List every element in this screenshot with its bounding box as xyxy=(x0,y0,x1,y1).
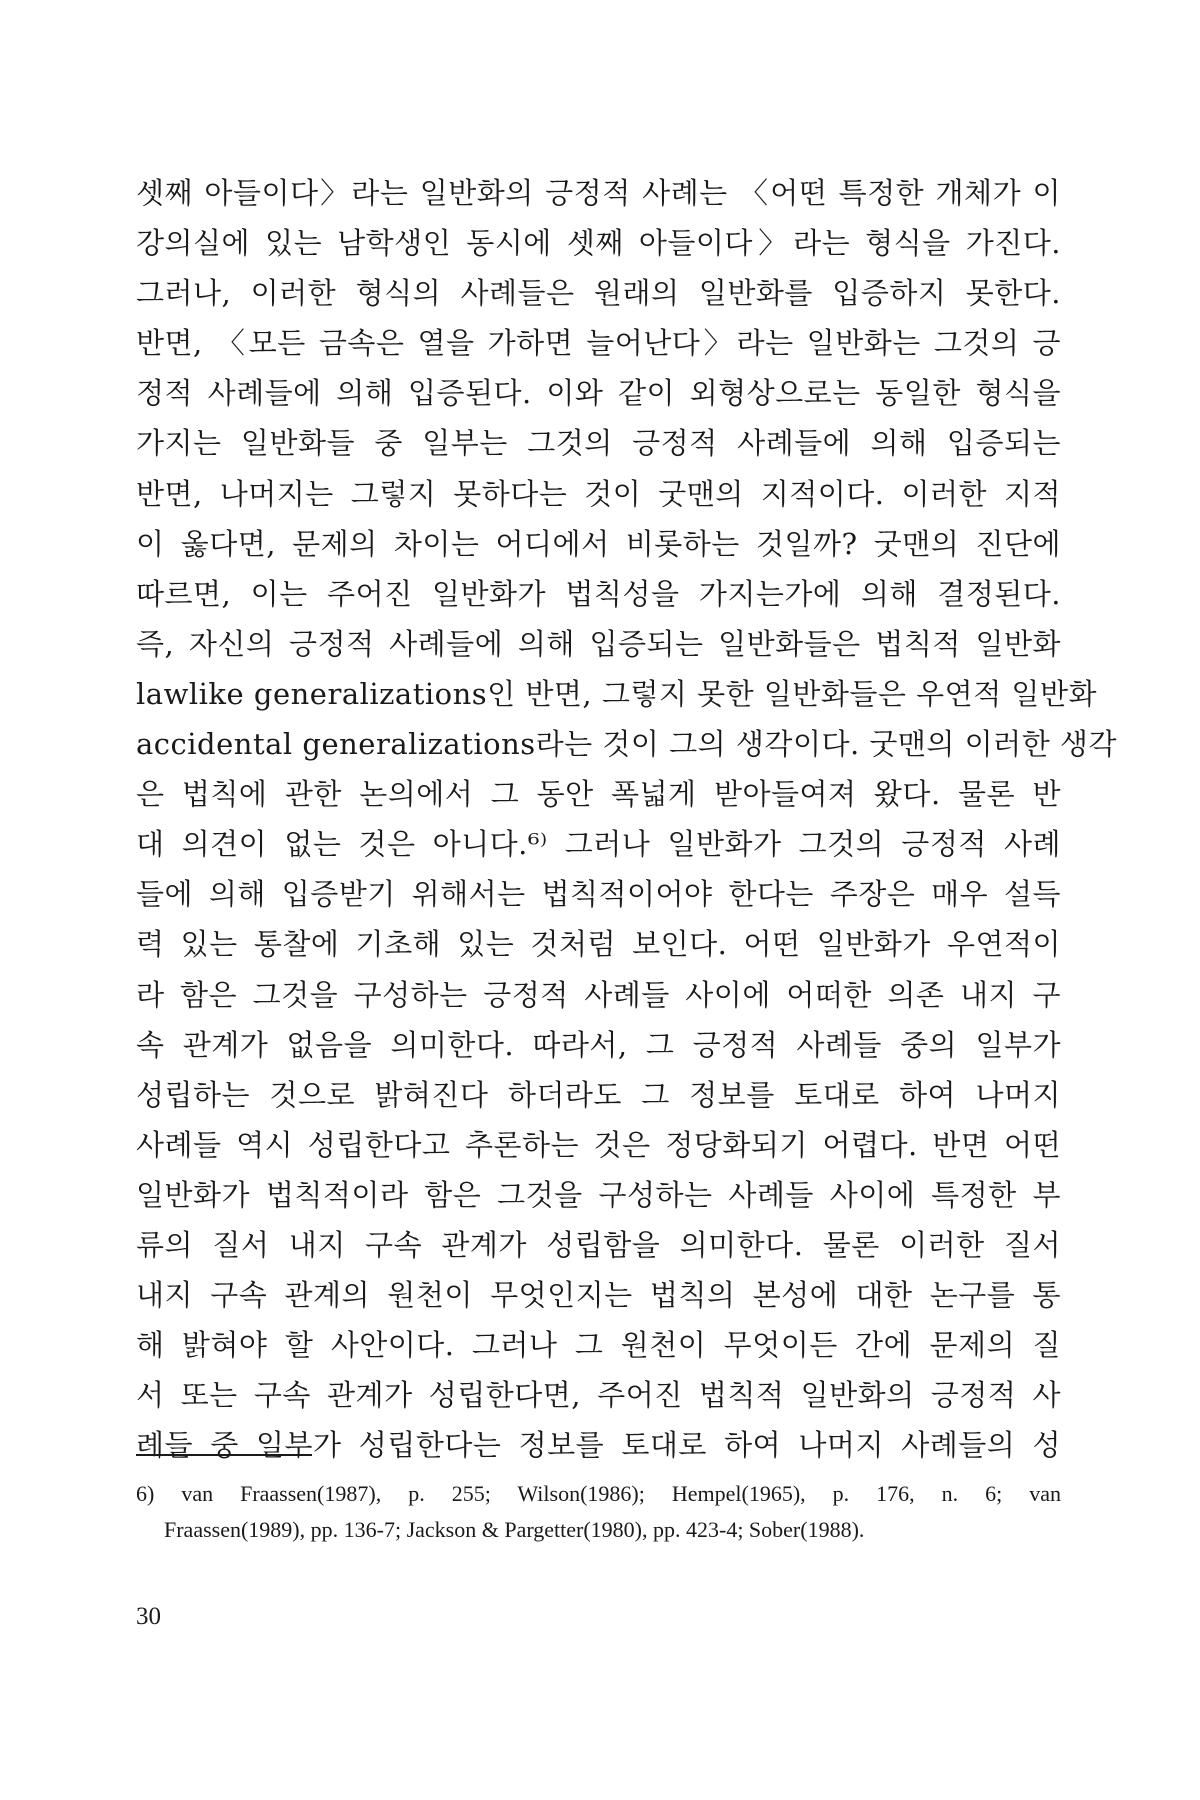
footnote-line: Fraassen(1989), pp. 136-7; Jackson & Pargetter(1980), pp. 423-4; Sober(1988). xyxy=(164,1517,865,1542)
body-line: 강의실에 있는 남학생인 동시에 셋째 아들이다〉라는 형식을 가진다. xyxy=(136,226,1061,261)
body-line: 류의 질서 내지 구속 관계가 성립함을 의미한다. 물론 이러한 질서 xyxy=(136,1227,1061,1262)
body-line: 반면, 〈모든 금속은 열을 가하면 늘어난다〉라는 일반화는 그것의 긍 xyxy=(136,326,1061,361)
body-line: 사례들 역시 성립한다고 추론하는 것은 정당화되기 어렵다. 반면 어떤 xyxy=(136,1127,1061,1162)
page-number: 30 xyxy=(136,1603,161,1630)
body-line: 대 의견이 없는 것은 아니다.⁶⁾ 그러나 일반화가 그것의 긍정적 사례 xyxy=(136,827,1061,862)
footnote-line: 6) van Fraassen(1987), p. 255; Wilson(1986); Hempel(1965), p. 176, n. 6; van xyxy=(136,1481,1061,1506)
body-paragraph xyxy=(136,168,1117,1470)
body-line: 이 옳다면, 문제의 차이는 어디에서 비롯하는 것일까? 굿맨의 진단에 xyxy=(136,526,1061,561)
body-line: 력 있는 통찰에 기초해 있는 것처럼 보인다. 어떤 일반화가 우연적이 xyxy=(136,927,1061,962)
body-line: 성립하는 것으로 밝혀진다 하더라도 그 정보를 토대로 하여 나머지 xyxy=(136,1077,1061,1112)
body-line: 정적 사례들에 의해 입증된다. 이와 같이 외형상으로는 동일한 형식을 xyxy=(136,376,1061,411)
body-line: 일반화가 법칙적이라 함은 그것을 구성하는 사례들 사이에 특정한 부 xyxy=(136,1177,1061,1212)
footnote-divider xyxy=(136,1454,312,1456)
body-line: 례들 중 일부가 성립한다는 정보를 토대로 하여 나머지 사례들의 성 xyxy=(136,1428,1061,1463)
body-line: 그러나, 이러한 형식의 사례들은 원래의 일반화를 입증하지 못한다. xyxy=(136,276,1061,311)
body-line: lawlike generalizations인 반면, 그렇지 못한 일반화들은 우연적 일반화 xyxy=(136,676,1097,711)
body-line: 서 또는 구속 관계가 성립한다면, 주어진 법칙적 일반화의 긍정적 사 xyxy=(136,1378,1061,1413)
body-line: 따르면, 이는 주어진 일반화가 법칙성을 가지는가에 의해 결정된다. xyxy=(136,576,1061,611)
body-line: accidental generalizations라는 것이 그의 생각이다. 굿맨의 이러한 생각 xyxy=(136,727,1117,762)
body-line: 내지 구속 관계의 원천이 무엇인지는 법칙의 본성에 대한 논구를 통 xyxy=(136,1278,1061,1313)
body-line: 들에 의해 입증받기 위해서는 법칙적이어야 한다는 주장은 매우 설득 xyxy=(136,877,1061,912)
body-line: 즉, 자신의 긍정적 사례들에 의해 입증되는 일반화들은 법칙적 일반화 xyxy=(136,626,1061,661)
body-line: 가지는 일반화들 중 일부는 그것의 긍정적 사례들에 의해 입증되는 xyxy=(136,426,1061,461)
body-line: 라 함은 그것을 구성하는 긍정적 사례들 사이에 어떠한 의존 내지 구 xyxy=(136,977,1061,1012)
body-line: 속 관계가 없음을 의미한다. 따라서, 그 긍정적 사례들 중의 일부가 xyxy=(136,1027,1061,1062)
body-line: 해 밝혀야 할 사안이다. 그러나 그 원천이 무엇이든 간에 문제의 질 xyxy=(136,1328,1061,1363)
footnote-block xyxy=(136,1476,1061,1548)
body-line: 반면, 나머지는 그렇지 못하다는 것이 굿맨의 지적이다. 이러한 지적 xyxy=(136,476,1061,511)
body-line: 셋째 아들이다〉라는 일반화의 긍정적 사례는 〈어떤 특정한 개체가 이 xyxy=(136,176,1061,210)
body-line: 은 법칙에 관한 논의에서 그 동안 폭넓게 받아들여져 왔다. 물론 반 xyxy=(136,777,1061,812)
